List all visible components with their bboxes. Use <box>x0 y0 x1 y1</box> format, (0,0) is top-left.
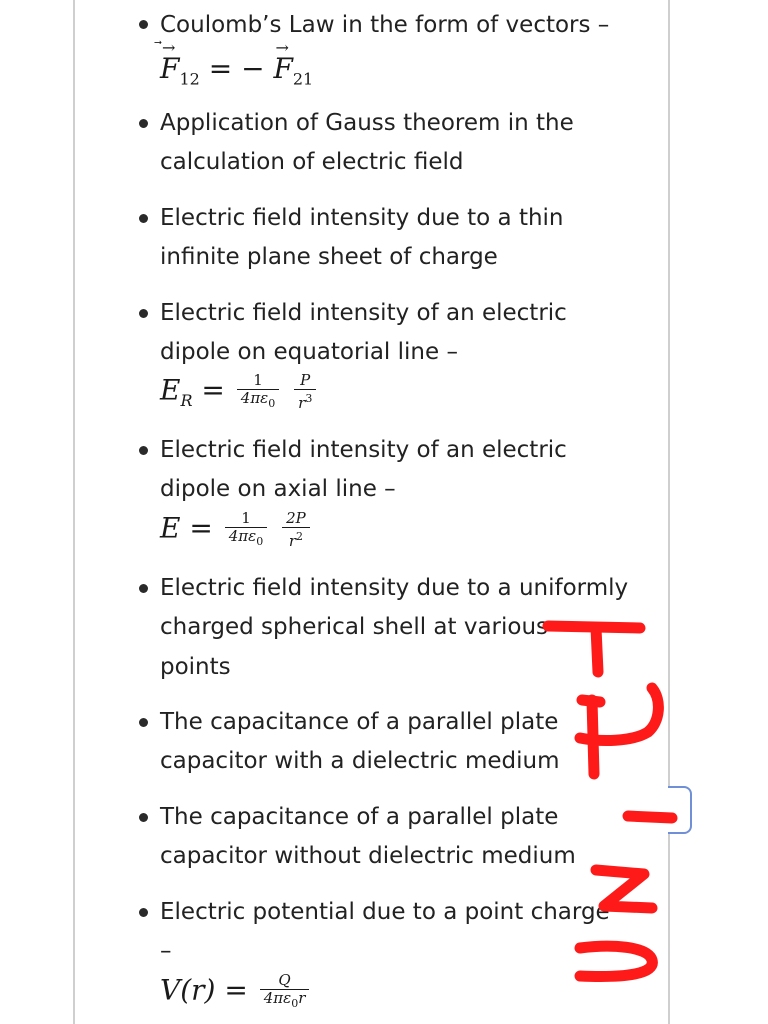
list-item-text: – <box>160 938 172 964</box>
list-item-text: Electric field intensity of an electric <box>160 437 567 463</box>
formula-point-potential: V(r) = $\frac{Q}{4\pi\varepsilon_0r}$ <box>160 972 312 1012</box>
list-item-text: charged spherical shell at various <box>160 614 549 640</box>
list-item-text: dipole on equatorial line – <box>160 339 458 365</box>
list-item-text: Coulomb’s Law in the form of vectors – <box>160 12 610 38</box>
list-item-text: Application of Gauss theorem in the <box>160 110 574 136</box>
list-item-text: points <box>160 654 231 680</box>
list-item-text: Electric field intensity of an electric <box>160 300 567 326</box>
vector-arrow-icon: → F <box>273 38 293 85</box>
list-item-text: capacitor without dielectric medium <box>160 843 576 869</box>
formula-dipole-equatorial: $E_R$ = $\frac{1}{4\pi\varepsilon_0}$ $\frac{P}{r^3}$ <box>160 372 319 412</box>
formula-dipole-axial: E = $\frac{1}{4\pi\varepsilon_0}$ $\frac{2P}{r^2}$ <box>160 510 313 550</box>
vector-arrow-icon: ⃗→ F <box>160 38 180 85</box>
list-item-text: capacitor with a dielectric medium <box>160 748 560 774</box>
list-item-text: infinite plane sheet of charge <box>160 244 498 270</box>
list-item-text: Electric field intensity due to a thin <box>160 205 564 231</box>
list-item-text: Electric field intensity due to a uniformly <box>160 575 629 601</box>
list-item-text: dipole on axial line – <box>160 476 396 502</box>
formula-coulomb-vector: ⃗→ $F_{12}$ = − → $F_{21}$ <box>160 38 314 89</box>
list-item-text: The capacitance of a parallel plate <box>160 709 559 735</box>
list-item-text: calculation of electric field <box>160 149 464 175</box>
list-item-text: Electric potential due to a point charge <box>160 899 610 925</box>
list-item-text: The capacitance of a parallel plate <box>160 804 559 830</box>
